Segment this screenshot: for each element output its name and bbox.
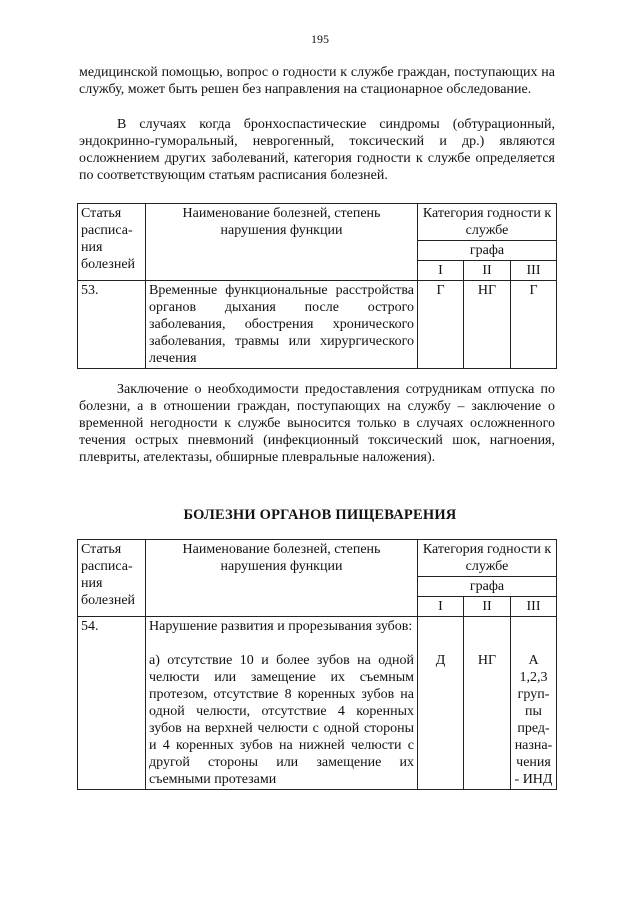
disease-item-a: а) отсутствие 10 и более зубов на одной челюсти или замещение их съемным протезом, отсутствие 8 коренных зубов на одной челюсти, отсутствие 4 коренных зубов на верхней челюсти с одной стороны и 4 коренных зубов на нижней челюсти с другой стороны или замещение их съемными протезами: [149, 653, 414, 787]
header-category: Категория годности к службе: [418, 540, 557, 577]
header-col-3: III: [511, 261, 557, 281]
category-col-1: Г: [418, 281, 464, 369]
schedule-table-54: [77, 539, 557, 790]
header-grafa: графа: [418, 241, 557, 261]
schedule-table-53: [77, 203, 557, 369]
page-number: 195: [311, 32, 329, 46]
category-col-3-value: А 1,2,3 груп- пы пред- назна- чения - ИНД: [514, 653, 553, 787]
header-col-2: II: [464, 261, 511, 281]
paragraph-bronchospastic: В случаях когда бронхоспастические синдромы (обтурационный, эндокринно-гуморальный, неврогенный, токсический и др.) являются осложнением других заболеваний, категория годности к службе определяется по соответствующим статьям расписания болезней.: [79, 117, 555, 183]
paragraph-continuation: медицинской помощью, вопрос о годности к службе граждан, поступающих на службу, может быть решен без направления на стационарное обследование.: [79, 65, 555, 97]
header-col-1: I: [418, 597, 464, 617]
header-disease: Наименование болезней, степень нарушения функции: [146, 540, 418, 617]
article-number: 53.: [78, 281, 146, 369]
table-row: [78, 281, 557, 369]
category-col-3: Г: [511, 281, 557, 369]
category-col-1-value: Д: [435, 653, 446, 668]
category-col-2: НГ: [464, 281, 511, 369]
disease-title: Нарушение развития и прорезывания зубов:: [149, 619, 413, 634]
paragraph-conclusion: Заключение о необходимости предоставления сотрудникам отпуска по болезни, а в отношении граждан, поступающих на службу – заключение о временной негодности к службе выносится только в случаях осложненного течения острых пневмоний (инфекционный токсический шок, нагноения, плевриты, ателектазы, обширные плевральные наложения).: [79, 382, 555, 465]
disease-description: [146, 617, 418, 790]
section-heading: БОЛЕЗНИ ОРГАНОВ ПИЩЕВАРЕНИЯ: [183, 507, 457, 523]
header-col-1: I: [418, 261, 464, 281]
category-col-3: [511, 617, 557, 790]
header-category: Категория годности к службе: [418, 204, 557, 241]
header-col-2: II: [464, 597, 511, 617]
category-col-2: [464, 617, 511, 790]
disease-description: Временные функциональные расстройства органов дыхания после острого заболевания, обострения хронического заболевания, травмы или хирургического лечения: [146, 281, 418, 369]
category-col-1: [418, 617, 464, 790]
header-col-3: III: [511, 597, 557, 617]
header-disease: Наименование болезней, степень нарушения функции: [146, 204, 418, 281]
header-grafa: графа: [418, 577, 557, 597]
table-row: [78, 617, 557, 790]
category-col-2-value: НГ: [477, 653, 497, 668]
header-article: Статья расписа- ния болезней: [78, 204, 146, 281]
article-number: 54.: [78, 617, 146, 790]
header-article: Статья расписа- ния болезней: [78, 540, 146, 617]
